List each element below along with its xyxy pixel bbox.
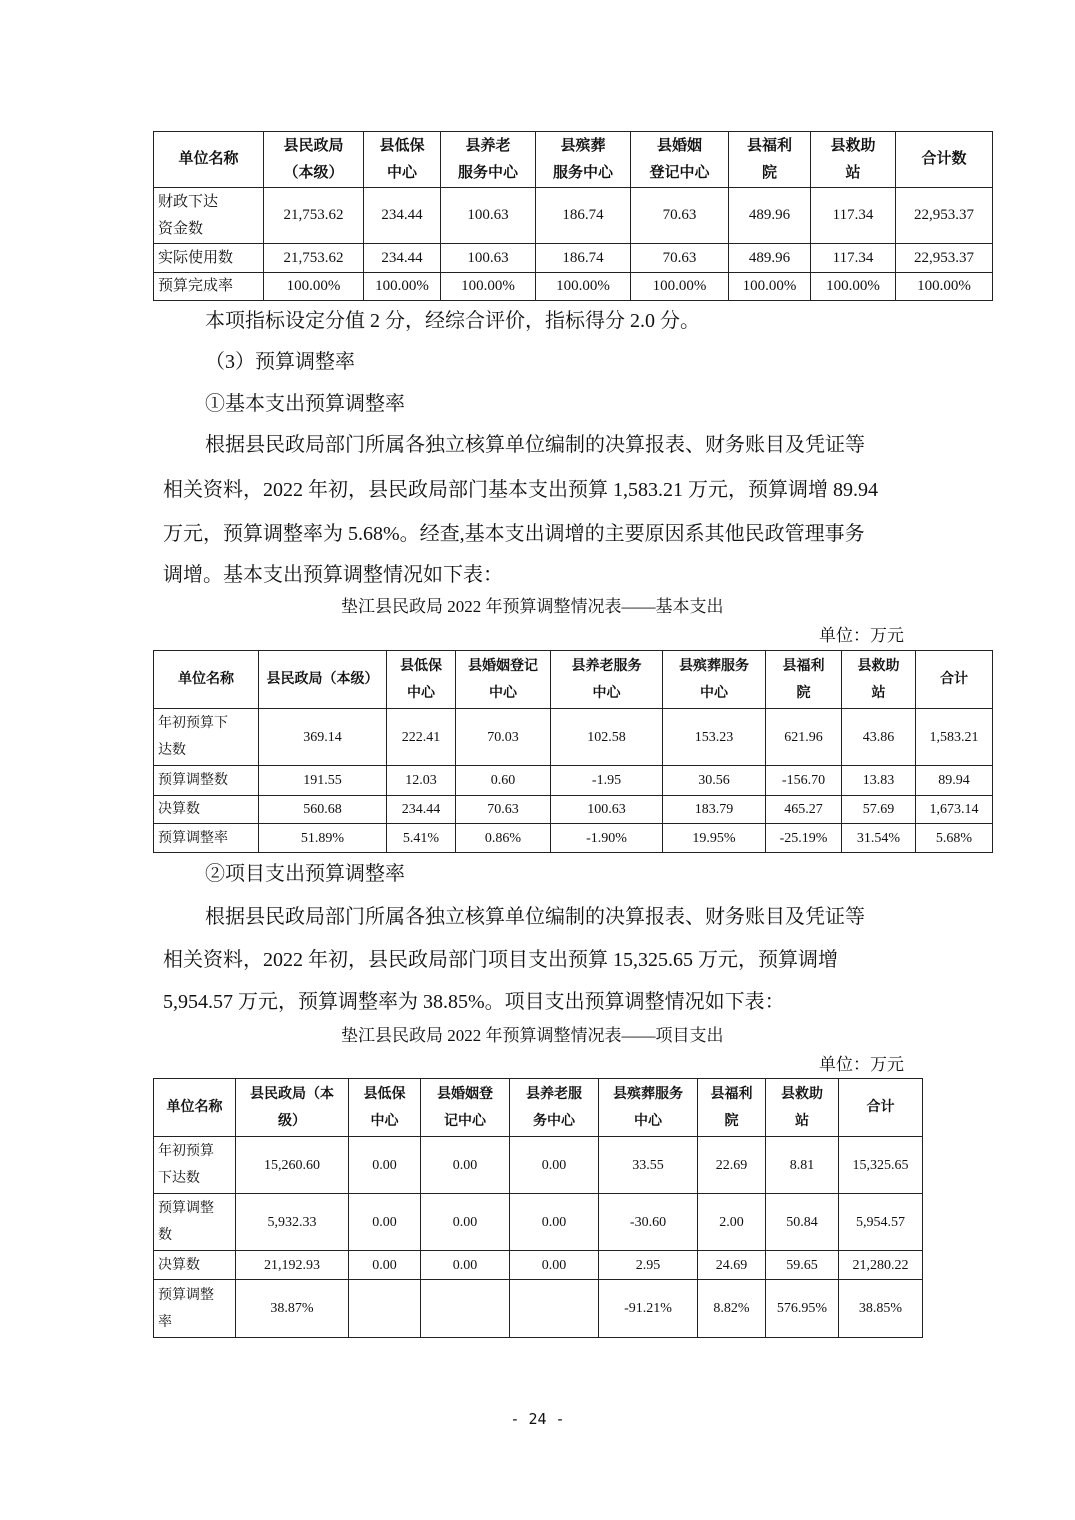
column-header: 合计: [916, 651, 993, 709]
table-cell: 38.87%: [236, 1280, 349, 1338]
table-cell: 5.41%: [387, 824, 456, 853]
table-cell: 21,192.93: [236, 1251, 349, 1280]
table-cell: 0.86%: [456, 824, 551, 853]
project-expenditure-adjustment-table: [153, 1078, 923, 1338]
column-header: 合计: [839, 1079, 923, 1137]
table-cell: 19.95%: [663, 824, 766, 853]
table-header-row: [154, 132, 993, 188]
table-cell: 57.69: [842, 796, 916, 824]
table-cell: 234.44: [364, 244, 441, 273]
table-cell: 43.86: [842, 709, 916, 766]
row-label: 年初预算下 达数: [154, 709, 259, 766]
table-cell: 0.00: [510, 1251, 599, 1280]
table-row: [154, 1194, 923, 1251]
unit-label: 单位：万元: [819, 1055, 904, 1074]
table-cell: 70.63: [631, 188, 729, 244]
table-row: [154, 709, 993, 766]
table-row: [154, 273, 993, 301]
column-header: 县民政局（本 级）: [236, 1079, 349, 1137]
column-header: 县福利 院: [766, 651, 842, 709]
table-cell: 1,583.21: [916, 709, 993, 766]
table-cell: 59.65: [766, 1251, 839, 1280]
table-cell: 22,953.37: [896, 188, 993, 244]
table-caption-project: 垫江县民政局 2022 年预算调整情况表——项目支出: [341, 1026, 724, 1045]
table-row: [154, 1251, 923, 1280]
table-cell: 186.74: [536, 188, 631, 244]
table-cell: 100.63: [551, 796, 663, 824]
table-cell: 153.23: [663, 709, 766, 766]
unit-label: 单位：万元: [819, 626, 904, 645]
column-header: 县救助 站: [842, 651, 916, 709]
table-cell: -156.70: [766, 766, 842, 796]
table-cell: 24.69: [698, 1251, 766, 1280]
table-cell: 100.00%: [441, 273, 536, 301]
table-cell: 1,673.14: [916, 796, 993, 824]
table-cell: -30.60: [599, 1194, 698, 1251]
table-cell: 2.95: [599, 1251, 698, 1280]
table-cell: [510, 1280, 599, 1338]
paragraph-basic-line: 调增。基本支出预算调整情况如下表：: [163, 564, 503, 586]
column-header: 县婚姻登 记中心: [421, 1079, 510, 1137]
row-label: 决算数: [154, 1251, 236, 1280]
table-cell: 621.96: [766, 709, 842, 766]
column-header: 县救助 站: [766, 1079, 839, 1137]
table-row: [154, 1280, 923, 1338]
row-label: 预算调整率: [154, 824, 259, 853]
table-cell: 31.54%: [842, 824, 916, 853]
table-cell: 8.82%: [698, 1280, 766, 1338]
table-cell: 0.00: [421, 1251, 510, 1280]
row-label: 决算数: [154, 796, 259, 824]
page-number: - 24 -: [510, 1410, 565, 1428]
column-header: 县养老 服务中心: [441, 132, 536, 188]
table-cell: -25.19%: [766, 824, 842, 853]
column-header: 县福利 院: [729, 132, 811, 188]
table-cell: 100.00%: [631, 273, 729, 301]
table-cell: 0.00: [421, 1137, 510, 1194]
table-row: [154, 188, 993, 244]
table-cell: -1.95: [551, 766, 663, 796]
row-label: 财政下达 资金数: [154, 188, 264, 244]
section-heading: （3）预算调整率: [205, 351, 355, 373]
table-cell: 0.00: [510, 1137, 599, 1194]
table-cell: 234.44: [387, 796, 456, 824]
row-label: 预算调整 率: [154, 1280, 236, 1338]
table-cell: 186.74: [536, 244, 631, 273]
table-cell: 22.69: [698, 1137, 766, 1194]
table-cell: 51.89%: [259, 824, 387, 853]
table-cell: 465.27: [766, 796, 842, 824]
paragraph-project-line: 相关资料，2022 年初，县民政局部门项目支出预算 15,325.65 万元，预算调增: [163, 949, 838, 971]
table-cell: 13.83: [842, 766, 916, 796]
row-label: 预算调整 数: [154, 1194, 236, 1251]
table-cell: 21,280.22: [839, 1251, 923, 1280]
table-cell: 0.00: [349, 1251, 421, 1280]
table-cell: 0.00: [421, 1194, 510, 1251]
row-label: 实际使用数: [154, 244, 264, 273]
table-cell: 100.63: [441, 244, 536, 273]
table-cell: 222.41: [387, 709, 456, 766]
table-cell: 489.96: [729, 188, 811, 244]
table-cell: 70.63: [456, 796, 551, 824]
column-header: 县殡葬服务 中心: [599, 1079, 698, 1137]
table-cell: 5,954.57: [839, 1194, 923, 1251]
table-cell: 100.00%: [364, 273, 441, 301]
table-cell: 15,325.65: [839, 1137, 923, 1194]
table-row: [154, 1137, 923, 1194]
table-cell: [349, 1280, 421, 1338]
column-header: 县救助 站: [811, 132, 896, 188]
column-header: 县低保 中心: [387, 651, 456, 709]
table-cell: 100.63: [441, 188, 536, 244]
table-header-row: [154, 1079, 923, 1137]
table-row: [154, 796, 993, 824]
column-header: 合计数: [896, 132, 993, 188]
column-header: 单位名称: [154, 132, 264, 188]
table-cell: 489.96: [729, 244, 811, 273]
table-cell: 100.00%: [896, 273, 993, 301]
table-cell: 0.00: [349, 1137, 421, 1194]
table-cell: 5.68%: [916, 824, 993, 853]
row-label: 预算完成率: [154, 273, 264, 301]
paragraph-project-line: 5,954.57 万元，预算调整率为 38.85%。项目支出预算调整情况如下表：: [163, 991, 785, 1013]
row-label: 预算调整数: [154, 766, 259, 796]
table-cell: 560.68: [259, 796, 387, 824]
column-header: 县婚姻登记 中心: [456, 651, 551, 709]
table-cell: 5,932.33: [236, 1194, 349, 1251]
table-cell: 117.34: [811, 188, 896, 244]
table-cell: 89.94: [916, 766, 993, 796]
column-header: 县低保 中心: [364, 132, 441, 188]
table-cell: 22,953.37: [896, 244, 993, 273]
column-header: 县民政局 （本级）: [264, 132, 364, 188]
table-cell: 100.00%: [811, 273, 896, 301]
subsection-heading-basic: ①基本支出预算调整率: [205, 393, 405, 415]
table-cell: 117.34: [811, 244, 896, 273]
row-label: 年初预算 下达数: [154, 1137, 236, 1194]
table-cell: 0.00: [510, 1194, 599, 1251]
table-cell: 100.00%: [264, 273, 364, 301]
table-cell: 33.55: [599, 1137, 698, 1194]
table-cell: 21,753.62: [264, 188, 364, 244]
table-row: [154, 244, 993, 273]
table-cell: 70.63: [631, 244, 729, 273]
table-cell: 12.03: [387, 766, 456, 796]
table-row: [154, 766, 993, 796]
table-cell: 21,753.62: [264, 244, 364, 273]
table-cell: 369.14: [259, 709, 387, 766]
basic-expenditure-adjustment-table: [153, 650, 993, 853]
table-cell: 576.95%: [766, 1280, 839, 1338]
table-row: [154, 824, 993, 853]
table-cell: 0.60: [456, 766, 551, 796]
table-cell: 100.00%: [729, 273, 811, 301]
table-cell: 8.81: [766, 1137, 839, 1194]
table-cell: -1.90%: [551, 824, 663, 853]
column-header: 县养老服 务中心: [510, 1079, 599, 1137]
column-header: 县养老服务 中心: [551, 651, 663, 709]
table-header-row: [154, 651, 993, 709]
subsection-heading-project: ②项目支出预算调整率: [205, 863, 405, 885]
paragraph-project-line: 根据县民政局部门所属各独立核算单位编制的决算报表、财务账目及凭证等: [205, 906, 865, 928]
table-cell: 191.55: [259, 766, 387, 796]
paragraph-basic-line: 万元，预算调整率为 5.68%。经查,基本支出调增的主要原因系其他民政管理事务: [163, 523, 865, 545]
table-cell: -91.21%: [599, 1280, 698, 1338]
table-cell: 0.00: [349, 1194, 421, 1251]
column-header: 县福利 院: [698, 1079, 766, 1137]
table-cell: [421, 1280, 510, 1338]
table-caption-basic: 垫江县民政局 2022 年预算调整情况表——基本支出: [341, 597, 724, 616]
table-cell: 234.44: [364, 188, 441, 244]
column-header: 县民政局（本级）: [259, 651, 387, 709]
budget-completion-table: [153, 131, 993, 301]
paragraph-basic-line: 根据县民政局部门所属各独立核算单位编制的决算报表、财务账目及凭证等: [205, 434, 865, 456]
table-cell: 70.03: [456, 709, 551, 766]
column-header: 单位名称: [154, 651, 259, 709]
score-paragraph: 本项指标设定分值 2 分，经综合评价，指标得分 2.0 分。: [205, 310, 700, 332]
paragraph-basic-line: 相关资料，2022 年初，县民政局部门基本支出预算 1,583.21 万元，预算调增 89.94: [163, 479, 878, 501]
table-cell: 30.56: [663, 766, 766, 796]
table-cell: 102.58: [551, 709, 663, 766]
column-header: 单位名称: [154, 1079, 236, 1137]
table-cell: 38.85%: [839, 1280, 923, 1338]
table-cell: 50.84: [766, 1194, 839, 1251]
table-cell: 2.00: [698, 1194, 766, 1251]
column-header: 县殡葬 服务中心: [536, 132, 631, 188]
column-header: 县低保 中心: [349, 1079, 421, 1137]
table-cell: 15,260.60: [236, 1137, 349, 1194]
table-cell: 100.00%: [536, 273, 631, 301]
table-cell: 183.79: [663, 796, 766, 824]
column-header: 县婚姻 登记中心: [631, 132, 729, 188]
column-header: 县殡葬服务 中心: [663, 651, 766, 709]
